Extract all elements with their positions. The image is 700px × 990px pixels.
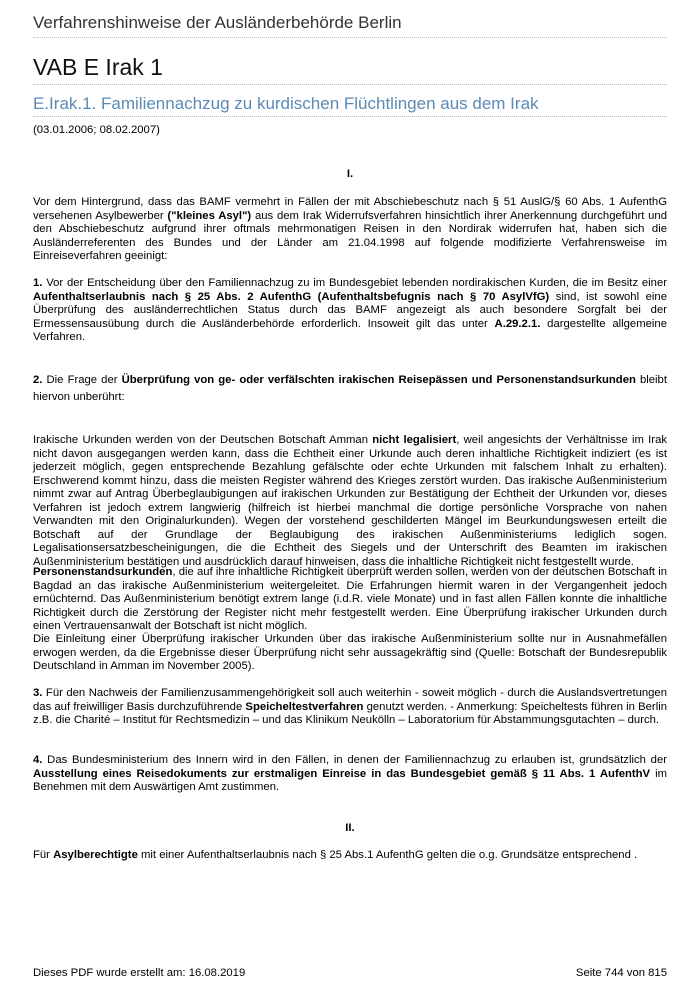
paragraph-verification: Die Einleitung einer Überprüfung irakischer Urkunden über das irakische Außenministerium sollte nur in Ausnahmefällen erwogen werden, da die Ergebnisse dieser Überprüfung nicht sehr aussagekräftig sind (Quelle: Botschaft der Bundesrepublik Deutschland in Amman im November 2005). bbox=[33, 633, 667, 672]
revision-dates: (03.01.2006; 08.02.2007) bbox=[33, 124, 160, 136]
paragraph-1: 1. Vor der Entscheidung über den Familiennachzug zu im Bundesgebiet lebenden nordirakischen Kurden, die im Besitz einer Aufenthaltserlaubnis nach § 25 Abs. 2 AufenthG (Aufenthaltsbefugnis nach § 70 AsylVfG) sind, ist sowohl eine Überprüfung des ausländerrechtlichen Status durch das BAMF angezeigt als auch besondere Sorgfalt bei der Ermessensausübung durch die Ausländerbehörde erforderlich. Insoweit gilt das unter A.29.2.1. dargestellte allgemeine Verfahren. bbox=[33, 277, 667, 343]
paragraph-asylum: Für Asylberechtigte mit einer Aufenthaltserlaubnis nach § 25 Abs.1 AufenthG gelten die o.g. Grundsätze entsprechend . bbox=[33, 849, 638, 861]
paragraph-4: 4. Das Bundesministerium des Innern wird in den Fällen, in denen der Familiennachzug zu erlauben ist, grundsätzlich der Ausstellung eines Reisedokuments zur erstmaligen Einreise in das Bundesgebiet gemäß § 11 Abs. 1 AufenthV im Benehmen mit dem Auswärtigen Amt zustimmen. bbox=[33, 754, 668, 793]
document-title: VAB E Irak 1 bbox=[33, 54, 163, 80]
footer-created-date: Dieses PDF wurde erstellt am: 16.08.2019 bbox=[33, 967, 246, 979]
site-header-title: Verfahrenshinweise der Ausländerbehörde Berlin bbox=[33, 13, 402, 32]
title-divider bbox=[33, 84, 667, 85]
paragraph-civil-records: Personenstandsurkunden, die auf ihre inhaltliche Richtigkeit überprüft werden sollen, werden von der deutschen Botschaft in Bagdad an das irakische Außenministerium weitergeleitet. Die Erfahrungen hiermit waren in der Vergangenheit jedoch ernüchternd. Das Außenministerium benötigt extrem lange (i.d.R. viele Monate) und in fast allen Fällen konnte die inhaltliche Richtigkeit durch die Zerstörung der Register nicht mehr festgestellt werden. Eine Überprüfung irakischer Urkunden durch einen Vertrauensanwalt der Botschaft ist nicht möglich. bbox=[33, 566, 667, 632]
paragraph-2: 2. Die Frage der Überprüfung von ge- oder verfälschten irakischen Reisepässen und Personenstandsurkunden bleibt hiervon unberührt: bbox=[33, 374, 667, 403]
part-one-heading: I. bbox=[346, 168, 354, 180]
header-divider bbox=[33, 37, 667, 38]
paragraph-documents: Irakische Urkunden werden von der Deutschen Botschaft Amman nicht legalisiert, weil angesichts der Verhältnisse im Irak nicht davon ausgegangen werden kann, dass die Echtheit einer Urkunde auch deren inhaltliche Richtigkeit indiziert (es ist jederzeit möglich, gegen entsprechende Bezahlung gefälschte oder echte Urkunden mit falschem Inhalt zu erhalten). Erschwerend kommt hinzu, dass die meisten Register während des Krieges zerstört wurden. Das irakische Außenministerium nimmt zwar auf Antrag Überbeglaubigungen auf irakischen Urkunden zur Bestätigung der Echtheit der Urkunden vor, dieses Verfahren ist jedoch extrem langwierig (hilfreich ist hierbei manchmal die dortige persönliche Vorsprache von nahen Verwandten mit den Originalurkunden). Wegen der vorstehend geschilderten Mängel im Beurkundungswesen erteilt die Botschaft auf der Grundlage der Beglaubigung des irakischen Außenministeriums lediglich sogen. Legalisationsersatzbescheinigungen, die die Echtheit des Siegels und der Unterschrift des Beamten im irakischen Außenministerium bestätigen und ausdrücklich darauf hinweisen, dass die inhaltliche Richtigkeit nicht festgestellt wurde. bbox=[33, 434, 668, 568]
section-divider bbox=[33, 116, 667, 117]
paragraph-3: 3. Für den Nachweis der Familienzusammengehörigkeit soll auch weiterhin - soweit möglich - durch die Auslandsvertretungen das auf freiwilliger Basis durchzuführende Speicheltestverfahren genutzt werden. - Anmerkung: Speicheltests führen in Berlin z.B. die Charité – Institut für Rechtsmedizin – und das Klinikum Neukölln – Laboratorium für Abstammungsgutachten – durch. bbox=[33, 687, 667, 726]
page-footer bbox=[33, 967, 667, 979]
section-title: E.Irak.1. Familiennachzug zu kurdischen Flüchtlingen aus dem Irak bbox=[33, 94, 539, 113]
part-two-heading: II. bbox=[345, 822, 355, 834]
footer-page-number: Seite 744 von 815 bbox=[575, 967, 667, 979]
intro-paragraph: Vor dem Hintergrund, dass das BAMF vermehrt in Fällen der mit Abschiebeschutz nach § 51 AuslG/§ 60 Abs. 1 AufenthG versehenen Asylbewerber ("kleines Asyl") aus dem Irak Widerrufsverfahren hinsichtlich ihrer Anerkennung durchgeführt und den Abschiebeschutz aufgrund ihrer oftmals mehrmonatigen Reisen in den Nordirak widerrufen hat, haben sich die Ausländerreferenten des Bundes und der Länder am 21.04.1998 auf folgende modifizierte Verfahrensweise im Einreiseverfahren geeinigt: bbox=[33, 196, 667, 262]
